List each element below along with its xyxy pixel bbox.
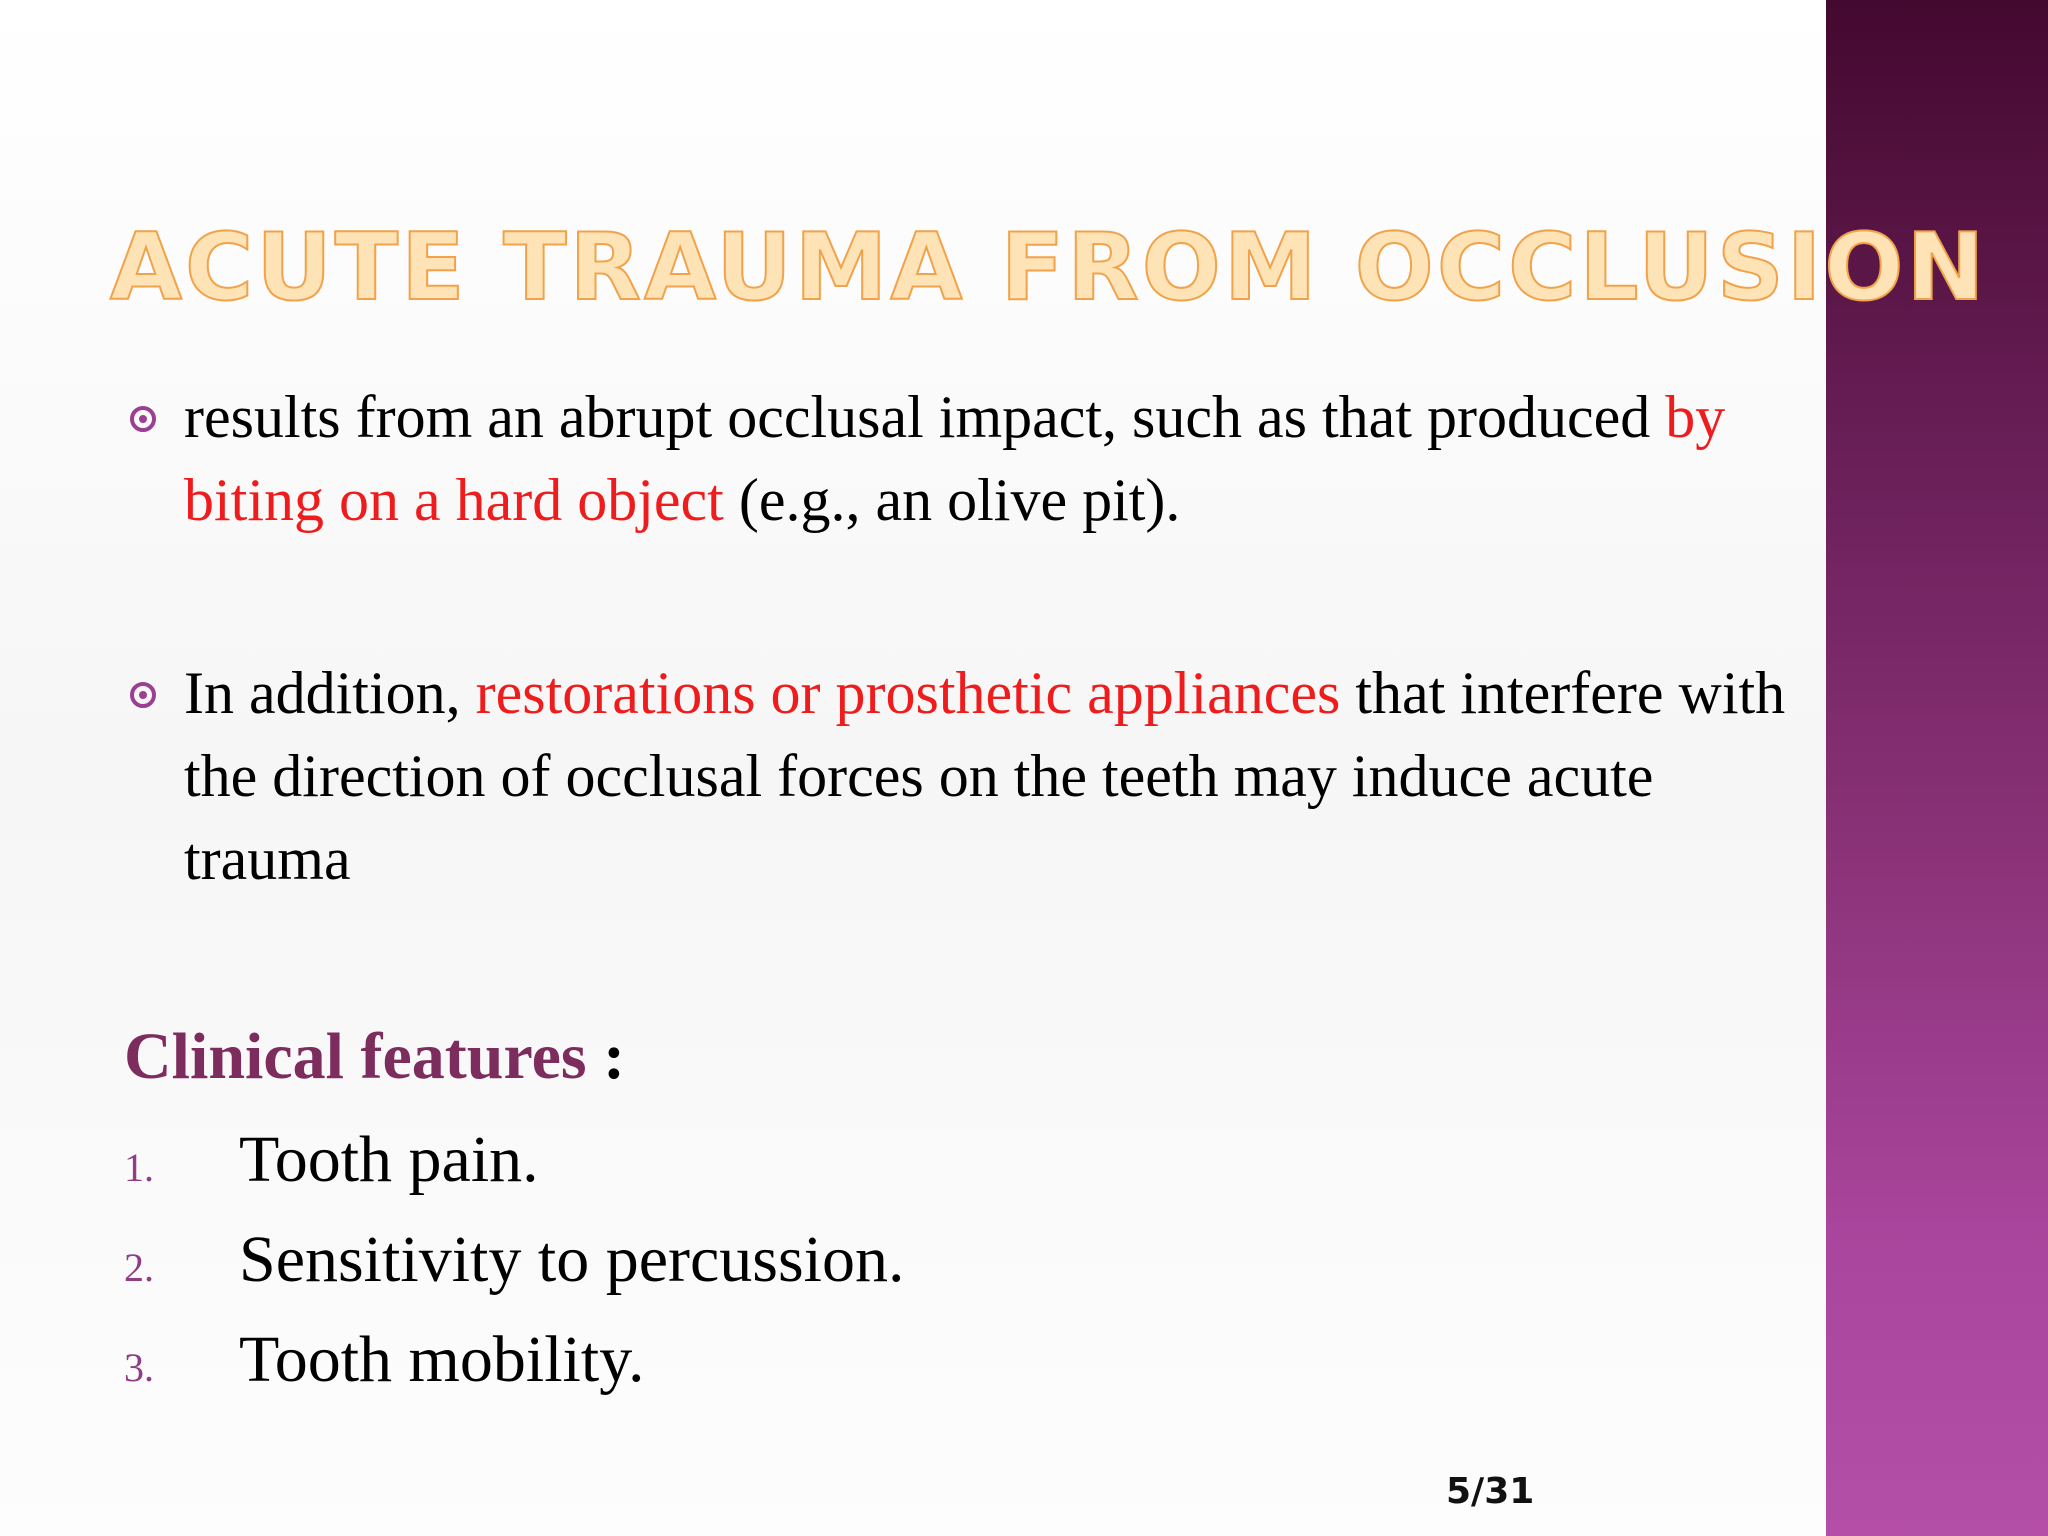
feature-text: Tooth pain. — [239, 1123, 539, 1196]
circle-dot-bullet-icon — [130, 406, 156, 432]
feature-item — [124, 1210, 904, 1310]
feature-number: 2. — [124, 1245, 154, 1290]
feature-item — [124, 1110, 904, 1210]
bullet-highlight: restorations or prosthetic appliances — [475, 660, 1341, 726]
clinical-features-list — [124, 1110, 904, 1410]
clinical-features-label: Clinical features — [124, 1020, 587, 1093]
heading-colon: : — [586, 1020, 626, 1093]
page-number: 5/31 — [1446, 1471, 1535, 1512]
slide-title: ACUTE TRAUMA FROM OCCLUSION — [110, 213, 1988, 321]
feature-text: Tooth mobility. — [239, 1323, 645, 1396]
bullet-highlight: by biting on a hard object — [184, 384, 1726, 533]
bullet-item — [130, 652, 1790, 901]
feature-item — [124, 1310, 904, 1410]
bullet-list — [130, 376, 1790, 901]
bullet-text: In addition, — [184, 660, 476, 726]
bullet-text: (e.g., an olive pit). — [723, 467, 1181, 533]
circle-dot-bullet-icon — [130, 682, 156, 708]
feature-number: 1. — [124, 1145, 154, 1190]
bullet-item — [130, 376, 1790, 542]
feature-number: 3. — [124, 1345, 154, 1390]
bullet-text: that interfere with the direction of occlusal forces on the teeth may induce acute trauma — [184, 660, 1786, 892]
bullet-text: results from an abrupt occlusal impact, such as that produced — [184, 384, 1666, 450]
feature-text: Sensitivity to percussion. — [239, 1223, 905, 1296]
clinical-features-heading — [124, 1012, 625, 1102]
